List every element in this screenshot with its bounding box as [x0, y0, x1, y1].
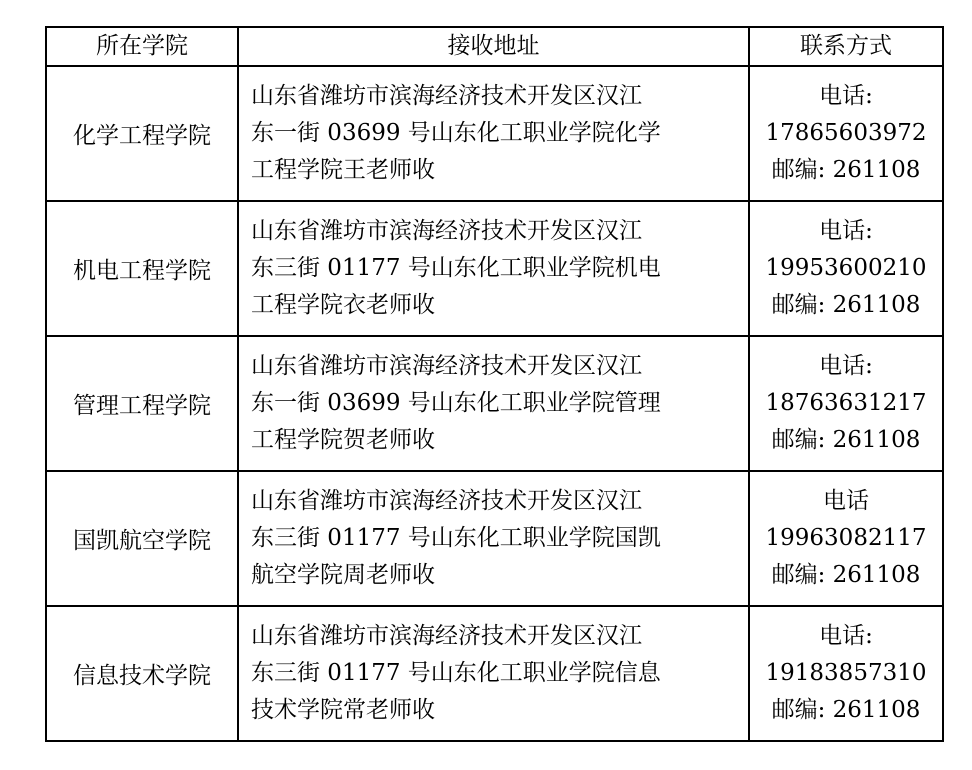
- address-cell: [238, 336, 749, 471]
- phone-number: 18763631217: [765, 390, 927, 416]
- header-contact: 联系方式: [749, 27, 943, 66]
- address-line: 山东省潍坊市滨海经济技术开发区汉江: [251, 83, 642, 109]
- postcode: 邮编: 261108: [771, 427, 921, 453]
- address-line: 山东省潍坊市滨海经济技术开发区汉江: [251, 488, 642, 514]
- contact-cell: [749, 336, 943, 471]
- address-line: 山东省潍坊市滨海经济技术开发区汉江: [251, 218, 642, 244]
- phone-label: 电话:: [819, 353, 873, 379]
- contact-cell: [749, 201, 943, 336]
- table-row: [46, 66, 943, 201]
- header-address: 接收地址: [238, 27, 749, 66]
- postcode: 邮编: 261108: [771, 697, 921, 723]
- address-line: 技术学院常老师收: [251, 697, 435, 723]
- phone-label: 电话:: [819, 83, 873, 109]
- postcode: 邮编: 261108: [771, 562, 921, 588]
- table-header-row: [46, 27, 943, 66]
- phone-number: 19963082117: [765, 525, 927, 551]
- college-name: 信息技术学院: [46, 606, 238, 741]
- phone-label: 电话: [823, 488, 869, 514]
- address-line: 东三街 01177 号山东化工职业学院机电: [251, 255, 661, 281]
- address-cell: [238, 201, 749, 336]
- contact-cell: [749, 606, 943, 741]
- college-name: 机电工程学院: [46, 201, 238, 336]
- phone-number: 19953600210: [765, 255, 927, 281]
- phone-label: 电话:: [819, 623, 873, 649]
- address-line: 工程学院王老师收: [251, 157, 435, 183]
- address-line: 东三街 01177 号山东化工职业学院信息: [251, 660, 661, 686]
- address-line: 东一街 03699 号山东化工职业学院化学: [251, 120, 661, 146]
- header-college: 所在学院: [46, 27, 238, 66]
- college-name: 国凯航空学院: [46, 471, 238, 606]
- postcode: 邮编: 261108: [771, 157, 921, 183]
- address-cell: [238, 471, 749, 606]
- table-row: [46, 336, 943, 471]
- table-row: [46, 471, 943, 606]
- address-cell: [238, 606, 749, 741]
- table-row: [46, 201, 943, 336]
- address-line: 山东省潍坊市滨海经济技术开发区汉江: [251, 353, 642, 379]
- address-line: 航空学院周老师收: [251, 562, 435, 588]
- table-row: [46, 606, 943, 741]
- phone-number: 19183857310: [765, 660, 927, 686]
- contact-cell: [749, 471, 943, 606]
- contact-table: [45, 26, 944, 742]
- address-line: 工程学院贺老师收: [251, 427, 435, 453]
- postcode: 邮编: 261108: [771, 292, 921, 318]
- phone-number: 17865603972: [765, 120, 927, 146]
- address-line: 东一街 03699 号山东化工职业学院管理: [251, 390, 661, 416]
- address-line: 东三街 01177 号山东化工职业学院国凯: [251, 525, 661, 551]
- college-name: 管理工程学院: [46, 336, 238, 471]
- phone-label: 电话:: [819, 218, 873, 244]
- address-line: 工程学院衣老师收: [251, 292, 435, 318]
- college-name: 化学工程学院: [46, 66, 238, 201]
- address-cell: [238, 66, 749, 201]
- address-line: 山东省潍坊市滨海经济技术开发区汉江: [251, 623, 642, 649]
- contact-cell: [749, 66, 943, 201]
